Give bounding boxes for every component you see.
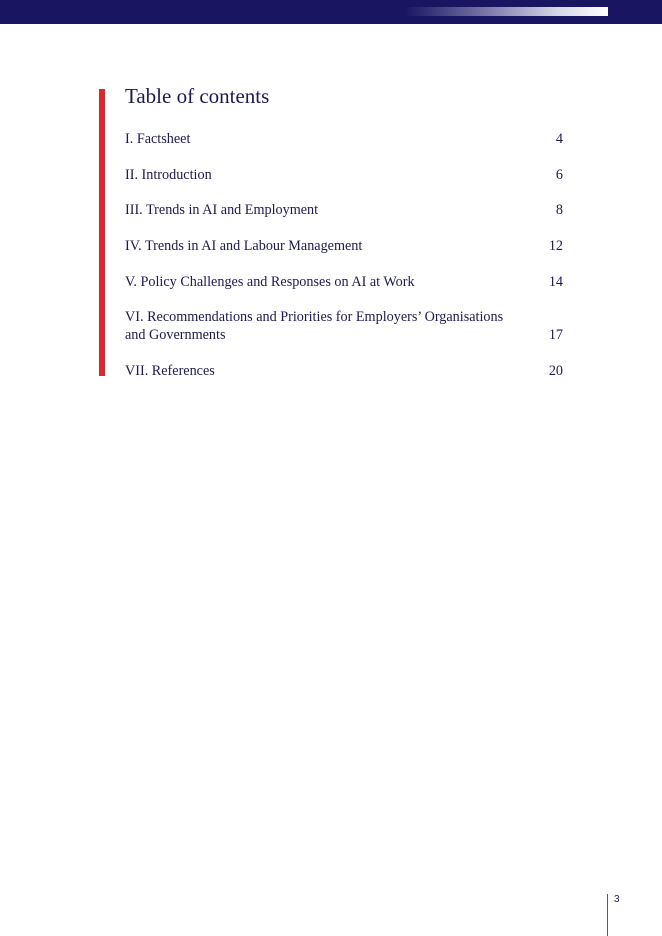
toc-list (125, 130, 563, 398)
toc-entry-label: VII. References (125, 363, 215, 380)
toc-entry-page: 14 (548, 273, 563, 290)
toc-entry-page: 4 (555, 131, 563, 147)
toc-entry-label: II. Introduction (125, 166, 212, 183)
toc-entry-label: V. Policy Challenges and Responses on AI at Work (125, 273, 415, 290)
toc-entry-references[interactable] (125, 362, 563, 380)
toc-entry-introduction[interactable] (125, 166, 563, 184)
toc-entry-page: 20 (548, 363, 563, 380)
toc-entry-factsheet[interactable] (125, 130, 563, 148)
toc-entry-label: VI. Recommendations and Priorities for Employers’ Organisations and Governments (125, 309, 504, 344)
toc-entry-trends-labour-management[interactable] (125, 237, 563, 255)
toc-entry-page: 17 (548, 327, 563, 344)
toc-title: Table of contents (125, 84, 270, 108)
toc-entry-page: 6 (555, 166, 563, 183)
toc-accent-rule (99, 89, 105, 376)
page-number: 3 (614, 894, 620, 905)
toc-entry-trends-employment[interactable] (125, 201, 563, 219)
toc-entry-label: I. Factsheet (125, 131, 191, 147)
toc-entry-page: 12 (548, 238, 563, 255)
toc-entry-label: III. Trends in AI and Employment (125, 202, 319, 219)
toc-entry-policy-challenges[interactable] (125, 273, 563, 291)
header-gradient-strip (405, 7, 608, 16)
footer-rule (607, 894, 608, 936)
toc-entry-recommendations[interactable] (125, 308, 563, 344)
toc-entry-label: IV. Trends in AI and Labour Management (125, 238, 363, 255)
toc-entry-page: 8 (555, 202, 563, 219)
